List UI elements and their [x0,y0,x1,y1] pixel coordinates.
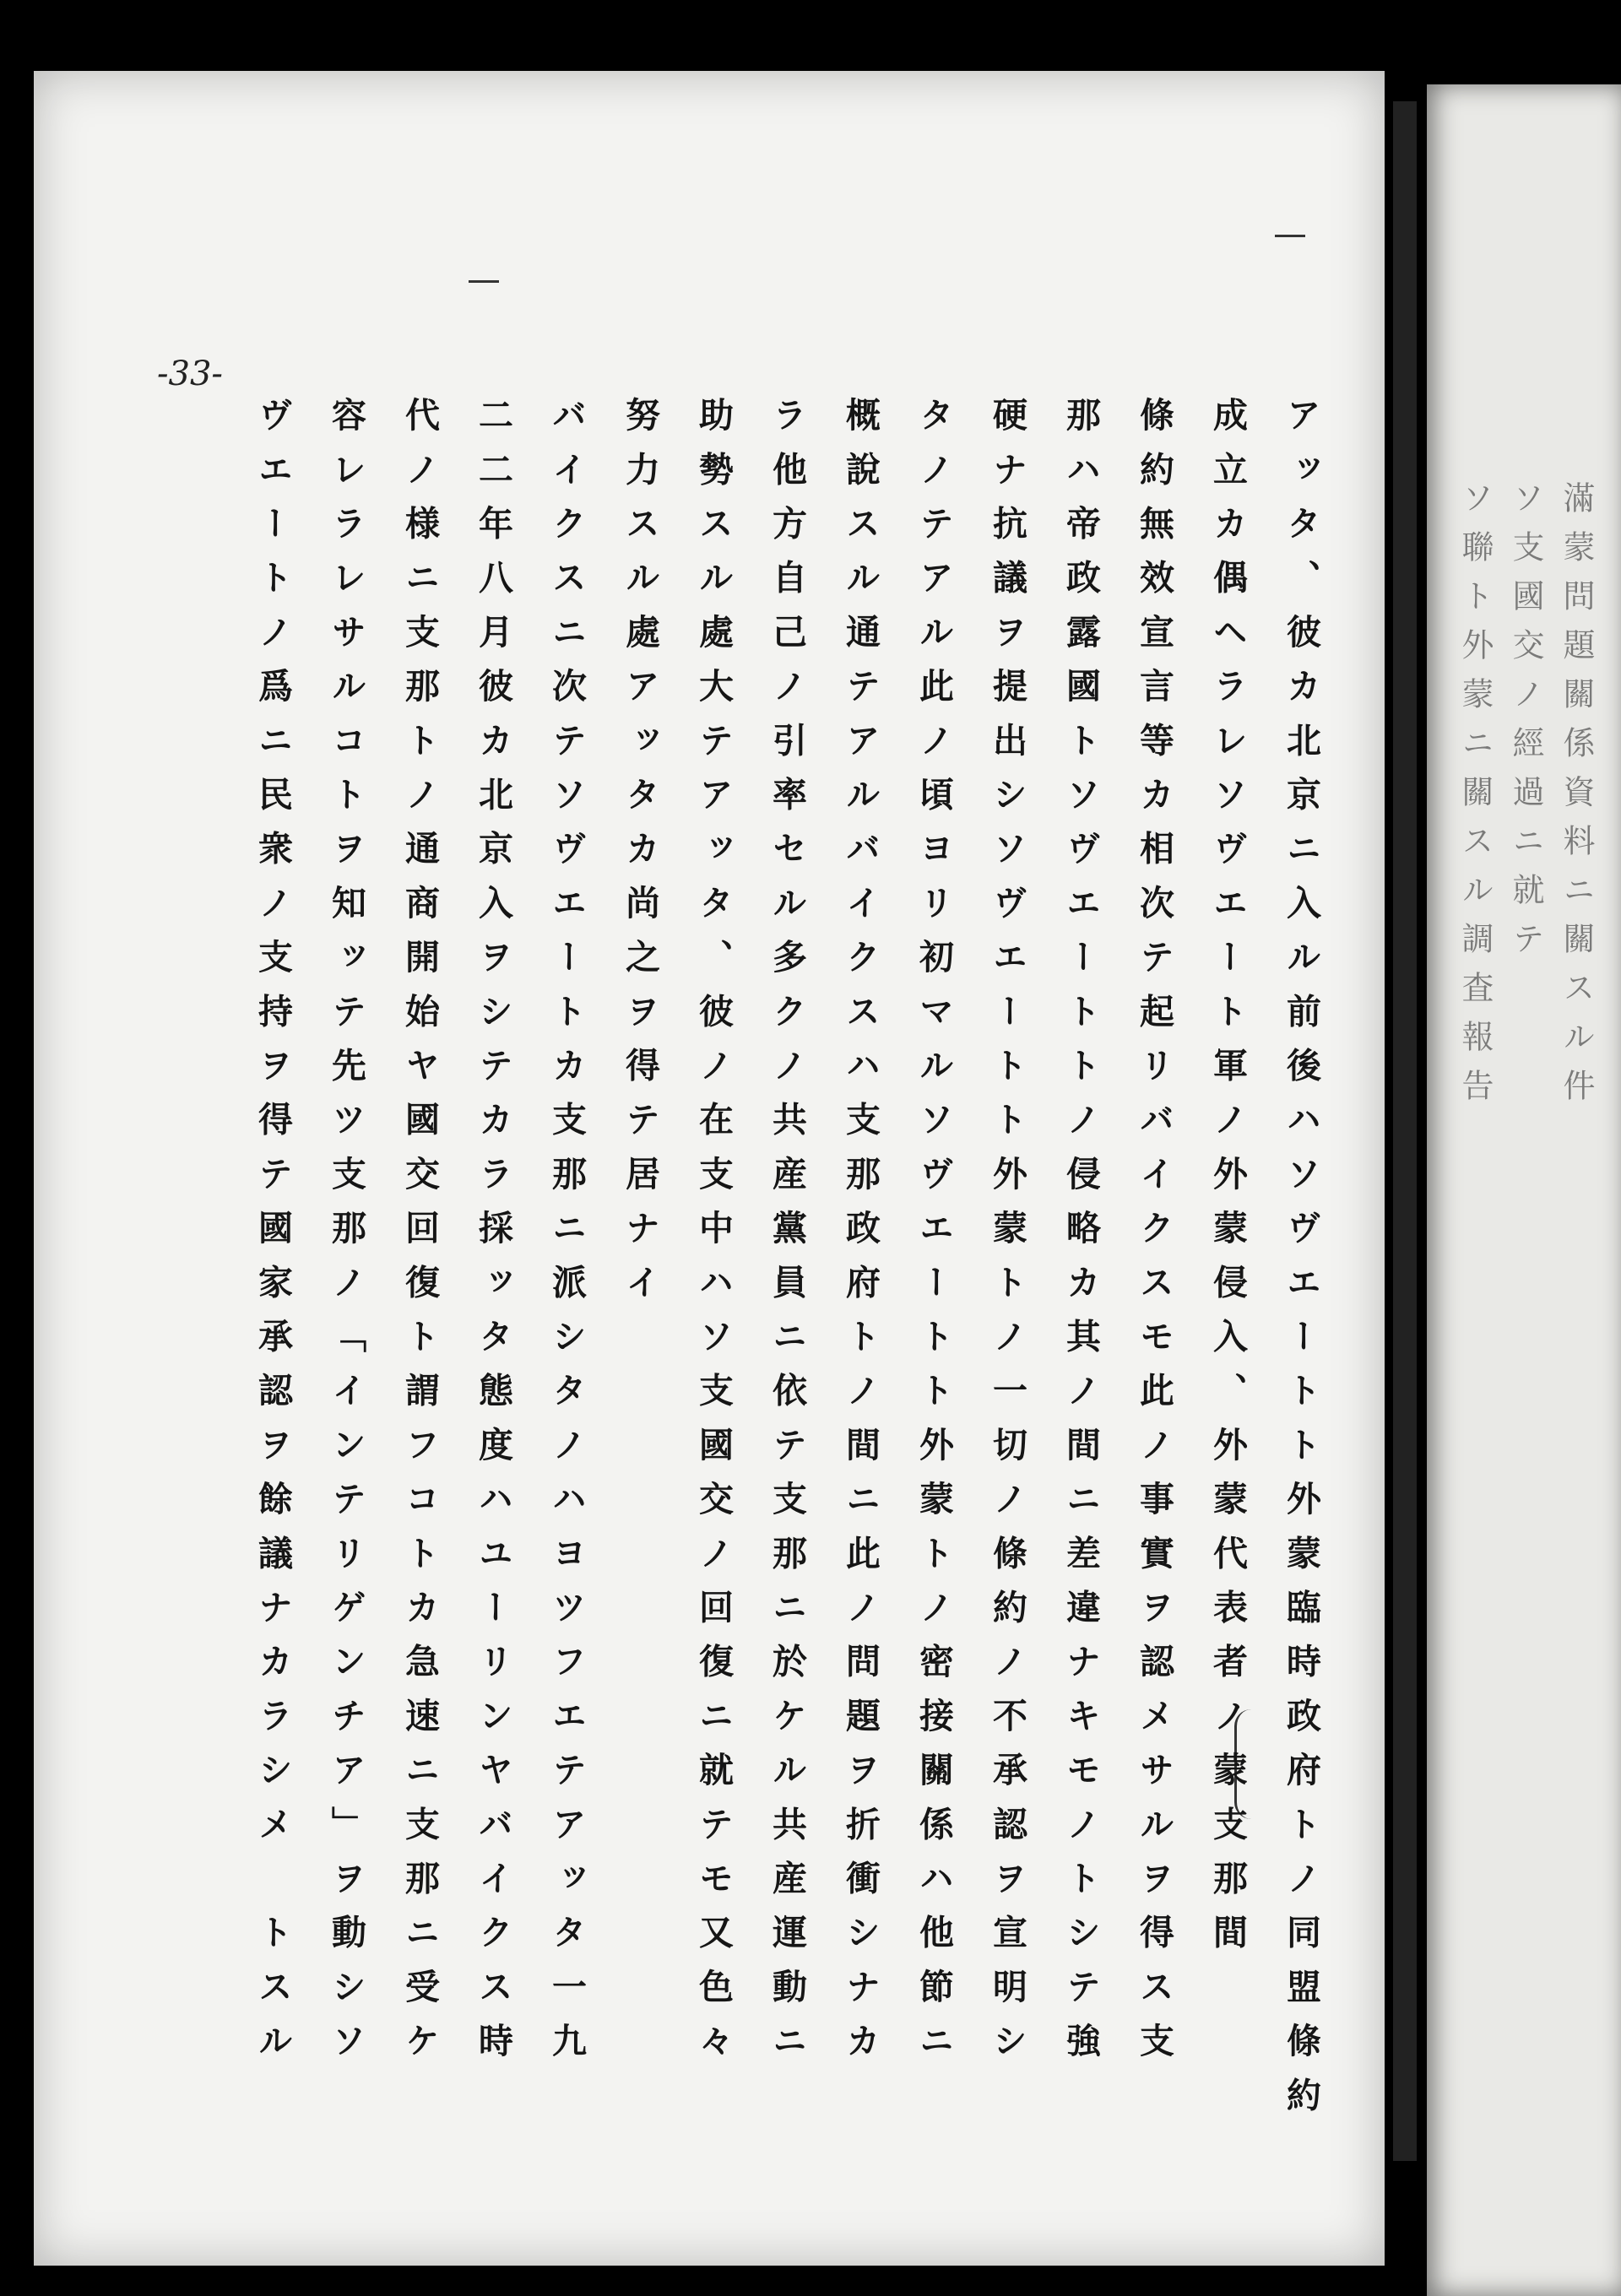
text-column-14: 容レラレサルコトヲ知ッテ先ツ支那ノ「インテリゲンチア」ヲ動シソ [326,397,366,2077]
text-column-11: バイクスニ次テソヴエートカ支那ニ派シタノハヨツフエテアッタ一九 [546,397,587,2077]
facing-column-3: ソ聯ト外蒙ニ關スル調査報告 [1456,481,1494,1118]
page-number: -33- [157,355,223,393]
dash-mark [1275,235,1305,237]
text-column-3: 條約無效宣言等カ相次テ起リバイクスモ此ノ事實ヲ認メサルヲ得ス支 [1134,397,1174,2077]
facing-column-2: ソ支國交ノ經過ニ就テ [1507,481,1544,971]
facing-page [1427,84,1621,2296]
text-column-1: アッタ、彼カ北京ニ入ル前後ハソヴエートト外蒙臨時政府トノ同盟條約 [1281,397,1321,2131]
text-column-6: タノテアル此ノ頃ヨリ初マルソヴエートト外蒙トノ密接關係ハ他節ニ [914,397,954,2077]
text-column-9: 助勢スル處大テアッタ、彼ノ在支中ハソ支國交ノ回復ニ就テモ又色々 [693,397,734,2077]
facing-column-1: 滿蒙問題關係資料ニ關スル件 [1558,481,1595,1118]
text-column-5: 硬ナ抗議ヲ提出シソヴエートト外蒙トノ一切ノ條約ノ不承認ヲ宣明シ [987,397,1027,2077]
text-column-13: 代ノ様ニ支那トノ通商開始ヤ國交回復ト謂フコトカ急速ニ支那ニ受ケ [399,397,440,2077]
text-column-8: ラ他方自己ノ引率セル多クノ共産黨員ニ依テ支那ニ於ケル共産運動ニ [767,397,807,2077]
text-column-7: 概說スル通テアルバイクスハ支那政府トノ間ニ此ノ問題ヲ折衝シナカ [840,397,881,2077]
text-column-12: 二二年八月彼カ北京入ヲシテカラ採ッタ態度ハユーリンヤバイクス時 [473,397,513,2077]
text-column-15: ヴエートノ爲ニ民衆ノ支持ヲ得テ國家承認ヲ餘議ナカラシメ トスル [252,397,293,2077]
text-column-10: 努力スル處アッタカ尚之ヲ得テ居ナイ [620,397,660,1319]
text-column-4: 那ハ帝政露國トソヴエートトノ侵略カ其ノ間ニ差違ナキモノトシテ強 [1060,397,1101,2077]
text-column-2: 成立カ偶ヘラレソヴエート軍ノ外蒙侵入、外蒙代表者ノ蒙支那間 [1207,397,1248,1968]
dash-mark [469,280,499,283]
book-binding [1393,101,1417,2161]
